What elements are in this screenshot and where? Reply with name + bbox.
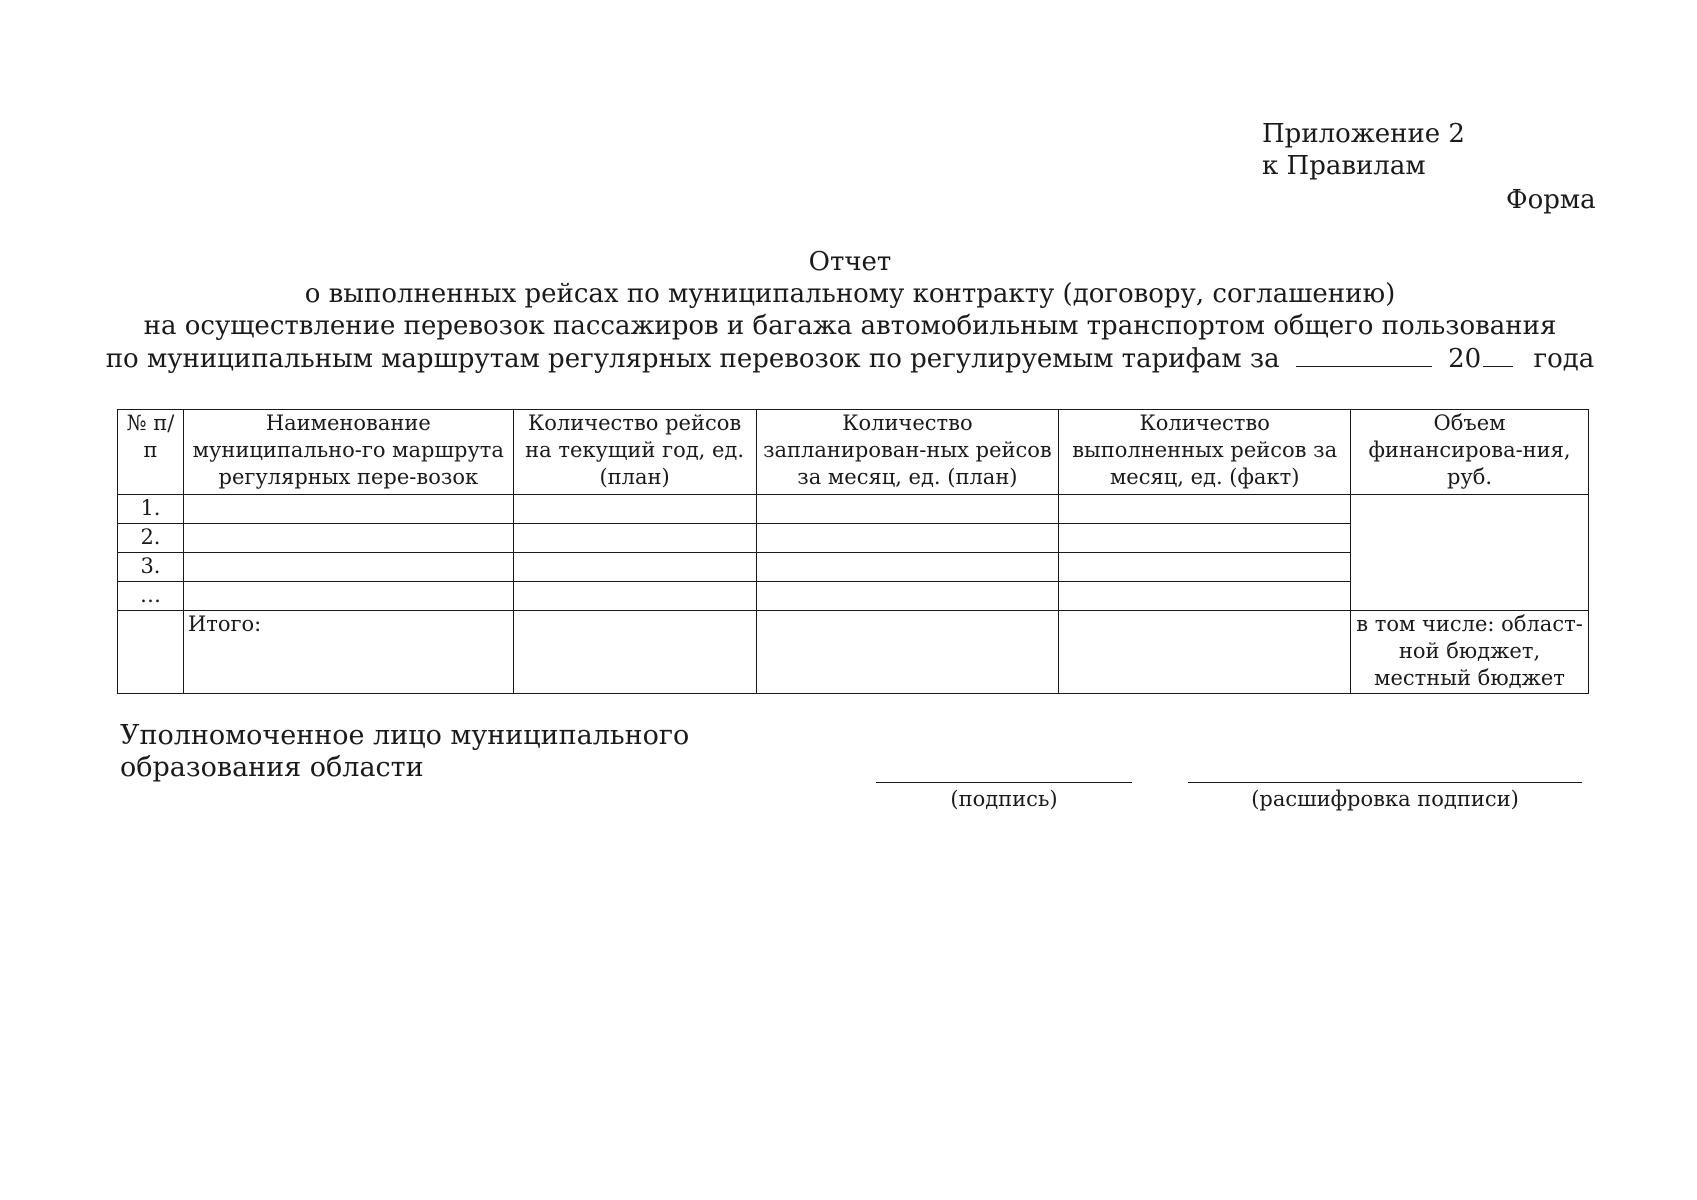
- trips-month-fact-cell[interactable]: [1059, 524, 1351, 553]
- form-label: Форма: [1506, 185, 1596, 215]
- trips-year-plan-cell[interactable]: [513, 524, 756, 553]
- trips-month-plan-cell[interactable]: [756, 553, 1059, 582]
- total-label: Итого:: [183, 611, 513, 694]
- funding-cell[interactable]: [1351, 495, 1589, 611]
- title-line-4-suffix: года: [1533, 344, 1595, 374]
- signer-block: [120, 720, 689, 784]
- header-number: № п/п: [118, 410, 184, 495]
- header-trips-year-plan: Количество рейсов на текущий год, ед. (план): [513, 410, 756, 495]
- total-row: [118, 611, 1589, 694]
- row-number: 3.: [118, 553, 184, 582]
- table-row: [118, 495, 1589, 524]
- total-trips-year-plan-cell[interactable]: [513, 611, 756, 694]
- total-trips-month-fact-cell[interactable]: [1059, 611, 1351, 694]
- funding-note: в том числе: област-ной бюджет, местный бюджет: [1351, 611, 1589, 694]
- year-prefix: 20: [1448, 344, 1482, 374]
- title-line-4: [100, 342, 1600, 375]
- annex-reference: [1262, 118, 1465, 182]
- route-name-cell[interactable]: [183, 495, 513, 524]
- header-trips-month-plan: Количество запланирован-ных рейсов за месяц, ед. (план): [756, 410, 1059, 495]
- header-route-name: Наименование муниципально-го маршрута регулярных пере-возок: [183, 410, 513, 495]
- signer-line-1: Уполномоченное лицо муниципального: [120, 720, 690, 751]
- title-line-3: на осуществление перевозок пассажиров и багажа автомобильным транспортом общего пользования: [143, 311, 1557, 341]
- trips-month-plan-cell[interactable]: [756, 582, 1059, 611]
- trips-month-fact-cell[interactable]: [1059, 582, 1351, 611]
- route-name-cell[interactable]: [183, 553, 513, 582]
- trips-month-fact-cell[interactable]: [1059, 495, 1351, 524]
- signer-line-2: образования области: [120, 752, 424, 783]
- header-funding: Объем финансирова-ния, руб.: [1351, 410, 1589, 495]
- trips-month-plan-cell[interactable]: [756, 495, 1059, 524]
- signature-caption: (подпись): [950, 787, 1058, 811]
- trips-year-plan-cell[interactable]: [513, 553, 756, 582]
- total-number-cell: [118, 611, 184, 694]
- route-name-cell[interactable]: [183, 524, 513, 553]
- annex-rules: к Правилам: [1262, 151, 1426, 181]
- trips-month-fact-cell[interactable]: [1059, 553, 1351, 582]
- report-table: [117, 409, 1589, 694]
- title-line-2: о выполненных рейсах по муниципальному контракту (договору, соглашению): [304, 279, 1396, 309]
- signature-decode-caption: (расшифровка подписи): [1251, 787, 1519, 811]
- header-trips-month-fact: Количество выполненных рейсов за месяц, ед. (факт): [1059, 410, 1351, 495]
- signature-line[interactable]: [876, 782, 1132, 783]
- trips-year-plan-cell[interactable]: [513, 495, 756, 524]
- table-header-row: [118, 410, 1589, 495]
- trips-month-plan-cell[interactable]: [756, 524, 1059, 553]
- annex-number: Приложение 2: [1262, 119, 1465, 149]
- signature-decode-line[interactable]: [1188, 782, 1582, 783]
- trips-year-plan-cell[interactable]: [513, 582, 756, 611]
- row-number: 2.: [118, 524, 184, 553]
- route-name-cell[interactable]: [183, 582, 513, 611]
- year-blank[interactable]: [1483, 342, 1513, 367]
- row-number: 1.: [118, 495, 184, 524]
- row-number: …: [118, 582, 184, 611]
- report-title: [100, 246, 1600, 375]
- title-line-1: Отчет: [808, 247, 892, 277]
- period-blank[interactable]: [1296, 342, 1432, 367]
- total-trips-month-plan-cell[interactable]: [756, 611, 1059, 694]
- title-line-4-prefix: по муниципальным маршрутам регулярных перевозок по регулируемым тарифам за: [105, 344, 1280, 374]
